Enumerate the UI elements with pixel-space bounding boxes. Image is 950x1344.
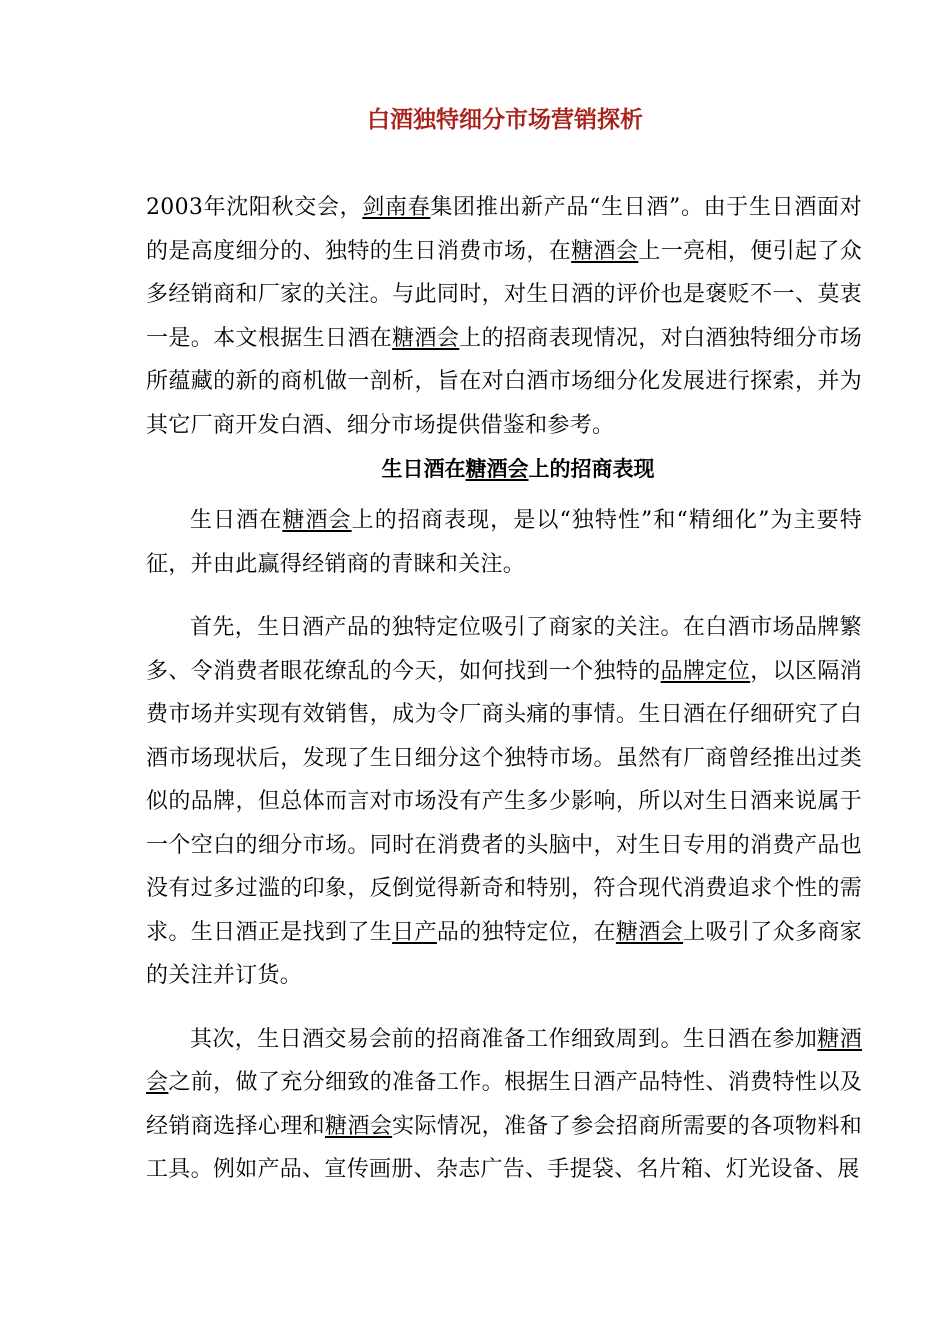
paragraph-3 xyxy=(146,1018,862,1192)
spacer xyxy=(146,586,862,606)
para2-text-1: 首先，生日酒产品的独特定位吸引了商家的关注。在白酒市场品牌繁多、令消费者眼花缭乱的今天，如何找到一个独特的 xyxy=(146,615,862,684)
link-tangjiuhui[interactable]: 糖酒会 xyxy=(465,457,529,481)
para2-text-4: 上吸引了众多商家的关注并订货。 xyxy=(146,919,862,988)
para2-text-3: 品的独特定位，在 xyxy=(436,919,616,945)
section-heading xyxy=(146,447,862,491)
spacer xyxy=(146,998,862,1018)
paragraph-2 xyxy=(146,606,862,998)
link-tangjiuhui[interactable]: 糖酒会 xyxy=(282,508,352,533)
paragraph-1 xyxy=(146,499,862,586)
link-tangjiuhui[interactable]: 糖酒会 xyxy=(325,1113,393,1139)
para1-text-2: 上的招商表现，是以“独特性”和“精细化”为主要特征，并由此赢得经销商的青睐和关注。 xyxy=(146,508,862,577)
intro-text-1: 2003年沈阳秋交会， xyxy=(146,195,363,220)
link-riben[interactable]: 日产 xyxy=(392,919,437,945)
link-brand-positioning[interactable]: 品牌定位 xyxy=(660,658,751,684)
link-tangjiuhui[interactable]: 糖酒会 xyxy=(392,325,460,351)
document-title: 白酒独特细分市场营销探析 xyxy=(367,107,643,133)
section-heading-text-1: 生日酒在 xyxy=(381,457,466,481)
para3-text-2: 之前，做了充分细致的准备工作。根据生日酒产品特性、消费特性以及经销商选择心理和 xyxy=(146,1070,862,1139)
para3-text-3: 实际情况，准备了参会招商所需要的各项物料和工具。例如产品、宣传画册、杂志广告、手提袋、名片箱、灯光设备、展 xyxy=(146,1113,862,1182)
intro-text-3: 上一亮相，便引起了众多经销商和厂家的关注。与此同时，对生日酒的评价也是褒贬不一、莫衷一是。本文根据生日酒在 xyxy=(146,238,863,351)
spacer xyxy=(146,491,862,499)
link-tangjiuhui[interactable]: 糖酒会 xyxy=(571,238,639,264)
section-heading-text-2: 上的招商表现 xyxy=(528,457,655,481)
para2-text-2: ，以区隔消费市场并实现有效销售，成为令厂商头痛的事情。生日酒在仔细研究了白酒市场现状后，发现了生日细分这个独特市场。虽然有厂商曾经推出过类似的品牌，但总体而言对市场没有产生多少影响，所以对生日酒来说属于一个空白的细分市场。同时在消费者的头脑中，对生日专用的消费产品也没有过多过滥的印象，反倒觉得新奇和特别，符合现代消费追求个性的需求。生日酒正是找到了生 xyxy=(146,658,862,945)
link-jiannanchun[interactable]: 剑南春 xyxy=(362,195,431,220)
link-tangjiuhui[interactable]: 糖酒会 xyxy=(146,1026,863,1095)
para1-text-1: 生日酒在 xyxy=(190,508,283,533)
intro-text-4: 上的招商表现情况，对白酒独特细分市场所蕴藏的新的商机做一剖析，旨在对白酒市场细分化发展进行探索，并为其它厂商开发白酒、细分市场提供借鉴和参考。 xyxy=(146,325,863,438)
document-body xyxy=(146,186,862,1192)
para3-text-1: 其次，生日酒交易会前的招商准备工作细致周到。生日酒在参加 xyxy=(190,1026,818,1052)
intro-text-2: 集团推出新产品“生日酒”。由于生日酒面对的是高度细分的、独特的生日消费市场，在 xyxy=(146,195,862,264)
link-tangjiuhui[interactable]: 糖酒会 xyxy=(615,919,684,945)
intro-paragraph xyxy=(146,186,862,447)
